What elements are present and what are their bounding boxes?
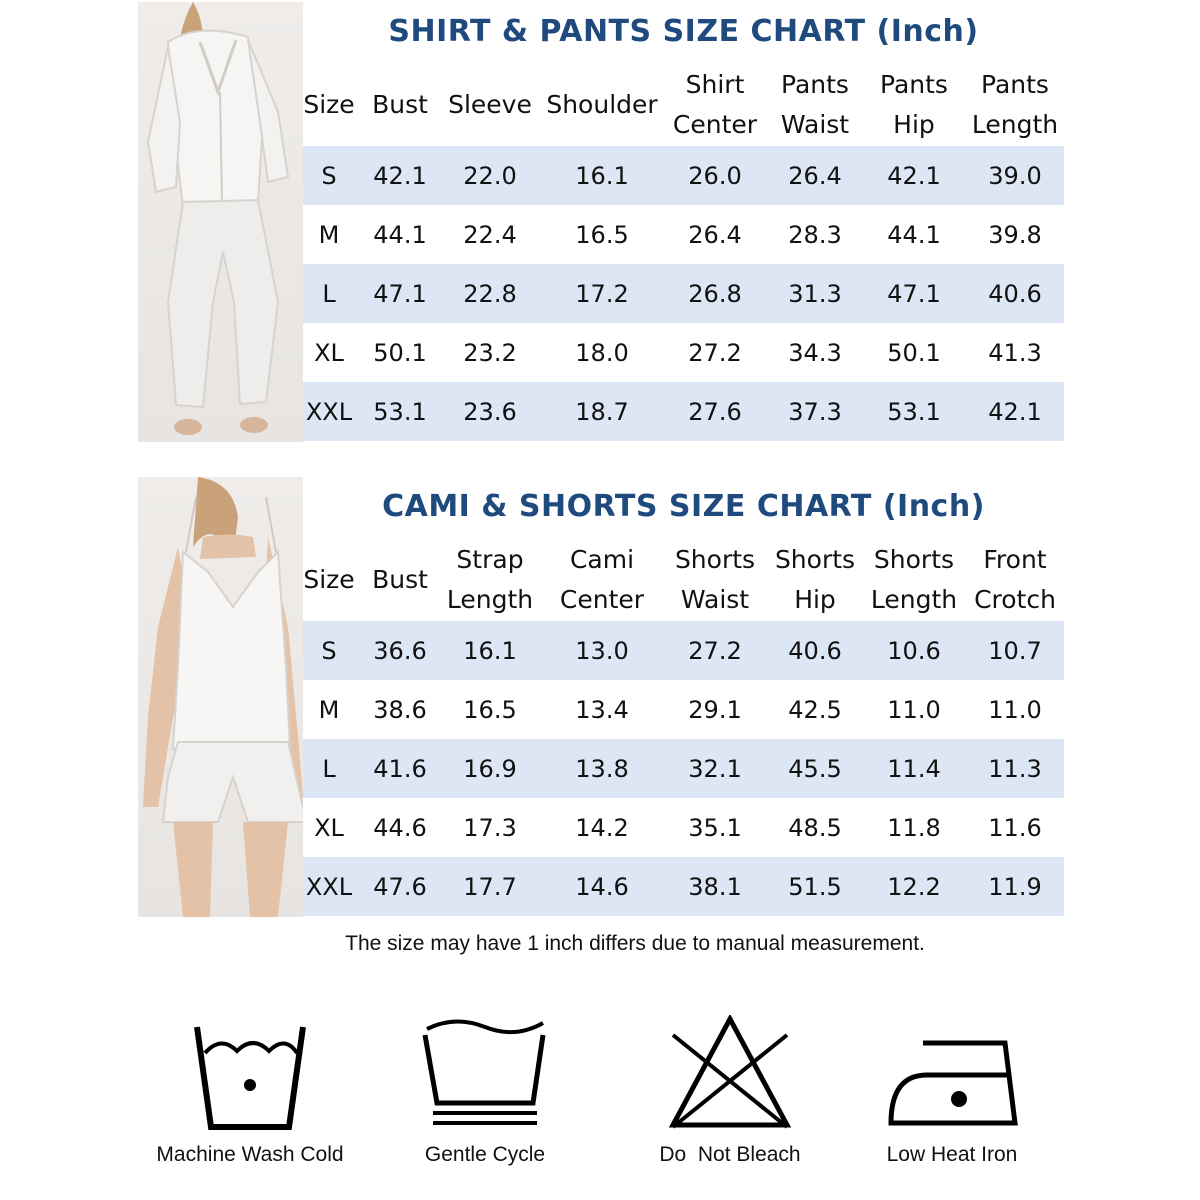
measurement-cell: 42.1 [887, 161, 941, 190]
table-row [303, 680, 1064, 739]
measurement-cell: 47.1 [887, 279, 941, 308]
column-header: Size [303, 90, 355, 119]
table-row [303, 798, 1064, 857]
measurement-note: The size may have 1 inch differs due to manual measurement. [345, 932, 925, 955]
measurement-cell: 27.2 [688, 636, 742, 665]
measurement-cell: 26.8 [688, 279, 742, 308]
measurement-cell: 11.4 [887, 754, 941, 783]
measurement-cell: 11.8 [887, 813, 941, 842]
measurement-cell: 18.7 [575, 397, 629, 426]
size-label: M [318, 695, 340, 724]
table-row [303, 739, 1064, 798]
measurement-cell: 42.5 [788, 695, 842, 724]
measurement-cell: 41.3 [988, 338, 1042, 367]
care-label: Machine Wash Cold [156, 1143, 344, 1166]
column-header: Shirt Center [672, 70, 758, 139]
column-header: Shoulder [546, 90, 658, 119]
size-label: XXL [305, 872, 353, 901]
column-header: Cami Center [559, 545, 645, 614]
table-row [303, 205, 1064, 264]
column-header: Size [303, 565, 355, 594]
measurement-cell: 39.0 [988, 161, 1042, 190]
care-label: Do Not Bleach [659, 1143, 801, 1166]
size-label: M [318, 220, 340, 249]
measurement-cell: 13.0 [575, 636, 629, 665]
table-row [303, 146, 1064, 205]
column-header: Front Crotch [974, 545, 1056, 614]
measurement-cell: 17.2 [575, 279, 629, 308]
measurement-cell: 36.6 [373, 636, 427, 665]
measurement-cell: 16.9 [463, 754, 517, 783]
measurement-cell: 37.3 [788, 397, 842, 426]
measurement-cell: 44.1 [887, 220, 941, 249]
measurement-cell: 40.6 [988, 279, 1042, 308]
measurement-cell: 42.1 [988, 397, 1042, 426]
measurement-cell: 44.6 [373, 813, 427, 842]
measurement-cell: 11.0 [988, 695, 1042, 724]
measurement-cell: 10.6 [887, 636, 941, 665]
machine-wash-cold-icon [185, 1015, 315, 1135]
table-row [303, 621, 1064, 680]
measurement-cell: 50.1 [887, 338, 941, 367]
measurement-cell: 13.8 [575, 754, 629, 783]
column-header: Shorts Waist [674, 545, 756, 614]
care-do-not-bleach [610, 1005, 850, 1175]
header-row [303, 64, 1064, 146]
size-label: L [322, 754, 336, 783]
table-row [303, 382, 1064, 441]
measurement-cell: 44.1 [373, 220, 427, 249]
measurement-cell: 27.2 [688, 338, 742, 367]
column-header: Pants Hip [880, 70, 948, 139]
column-header: Sleeve [448, 90, 532, 119]
measurement-cell: 10.7 [988, 636, 1042, 665]
care-label: Gentle Cycle [424, 1143, 546, 1166]
measurement-cell: 26.4 [688, 220, 742, 249]
measurement-cell: 16.5 [463, 695, 517, 724]
measurement-cell: 23.6 [463, 397, 517, 426]
measurement-cell: 12.2 [887, 872, 941, 901]
column-header: Shorts Length [870, 545, 958, 614]
chart-title: SHIRT & PANTS SIZE CHART (Inch) [388, 14, 979, 49]
measurement-cell: 53.1 [887, 397, 941, 426]
measurement-cell: 14.6 [575, 872, 629, 901]
size-label: XXL [305, 397, 353, 426]
measurement-cell: 17.7 [463, 872, 517, 901]
care-gentle-cycle [365, 1005, 605, 1175]
measurement-cell: 35.1 [688, 813, 742, 842]
measurement-cell: 38.1 [688, 872, 742, 901]
column-header: Pants Waist [780, 70, 850, 139]
measurement-cell: 32.1 [688, 754, 742, 783]
measurement-cell: 27.6 [688, 397, 742, 426]
cami-shorts-size-chart [138, 477, 1064, 917]
measurement-cell: 47.6 [373, 872, 427, 901]
measurement-cell: 41.6 [373, 754, 427, 783]
measurement-cell: 26.0 [688, 161, 742, 190]
measurement-cell: 50.1 [373, 338, 427, 367]
measurement-cell: 22.0 [463, 161, 517, 190]
header-row [303, 539, 1064, 621]
measurement-cell: 29.1 [688, 695, 742, 724]
measurement-cell: 16.5 [575, 220, 629, 249]
column-header: Bust [372, 565, 428, 594]
table-row [303, 323, 1064, 382]
size-label: XL [314, 338, 344, 367]
measurement-cell: 16.1 [463, 636, 517, 665]
column-header: Strap Length [446, 545, 534, 614]
measurement-cell: 51.5 [788, 872, 842, 901]
measurement-cell: 11.9 [988, 872, 1042, 901]
size-label: S [321, 161, 337, 190]
measurement-cell: 40.6 [788, 636, 842, 665]
measurement-cell: 28.3 [788, 220, 842, 249]
measurement-cell: 48.5 [788, 813, 842, 842]
measurement-cell: 18.0 [575, 338, 629, 367]
measurement-cell: 34.3 [788, 338, 842, 367]
measurement-cell: 38.6 [373, 695, 427, 724]
shirt-pants-size-chart [138, 2, 1064, 442]
size-table [303, 539, 1064, 916]
table-row [303, 264, 1064, 323]
measurement-cell: 47.1 [373, 279, 427, 308]
care-low-heat-iron [832, 1005, 1072, 1175]
chart-title: CAMI & SHORTS SIZE CHART (Inch) [382, 489, 985, 524]
measurement-cell: 11.3 [988, 754, 1042, 783]
care-label: Low Heat Iron [886, 1143, 1018, 1166]
column-header: Bust [372, 90, 428, 119]
measurement-cell: 13.4 [575, 695, 629, 724]
measurement-cell: 26.4 [788, 161, 842, 190]
size-label: S [321, 636, 337, 665]
do-not-bleach-icon [665, 1015, 795, 1135]
measurement-cell: 22.4 [463, 220, 517, 249]
measurement-cell: 14.2 [575, 813, 629, 842]
measurement-cell: 11.6 [988, 813, 1042, 842]
measurement-cell: 31.3 [788, 279, 842, 308]
column-header: Shorts Hip [774, 545, 856, 614]
size-table [303, 64, 1064, 441]
measurement-cell: 23.2 [463, 338, 517, 367]
low-heat-iron-icon [877, 1015, 1027, 1135]
care-machine-wash-cold [130, 1005, 370, 1175]
measurement-cell: 45.5 [788, 754, 842, 783]
column-header: Pants Length [971, 70, 1059, 139]
size-label: L [322, 279, 336, 308]
measurement-cell: 22.8 [463, 279, 517, 308]
measurement-cell: 16.1 [575, 161, 629, 190]
table-row [303, 857, 1064, 916]
measurement-cell: 11.0 [887, 695, 941, 724]
gentle-cycle-icon [415, 1015, 555, 1135]
measurement-cell: 42.1 [373, 161, 427, 190]
measurement-cell: 17.3 [463, 813, 517, 842]
measurement-cell: 53.1 [373, 397, 427, 426]
measurement-cell: 39.8 [988, 220, 1042, 249]
size-label: XL [314, 813, 344, 842]
